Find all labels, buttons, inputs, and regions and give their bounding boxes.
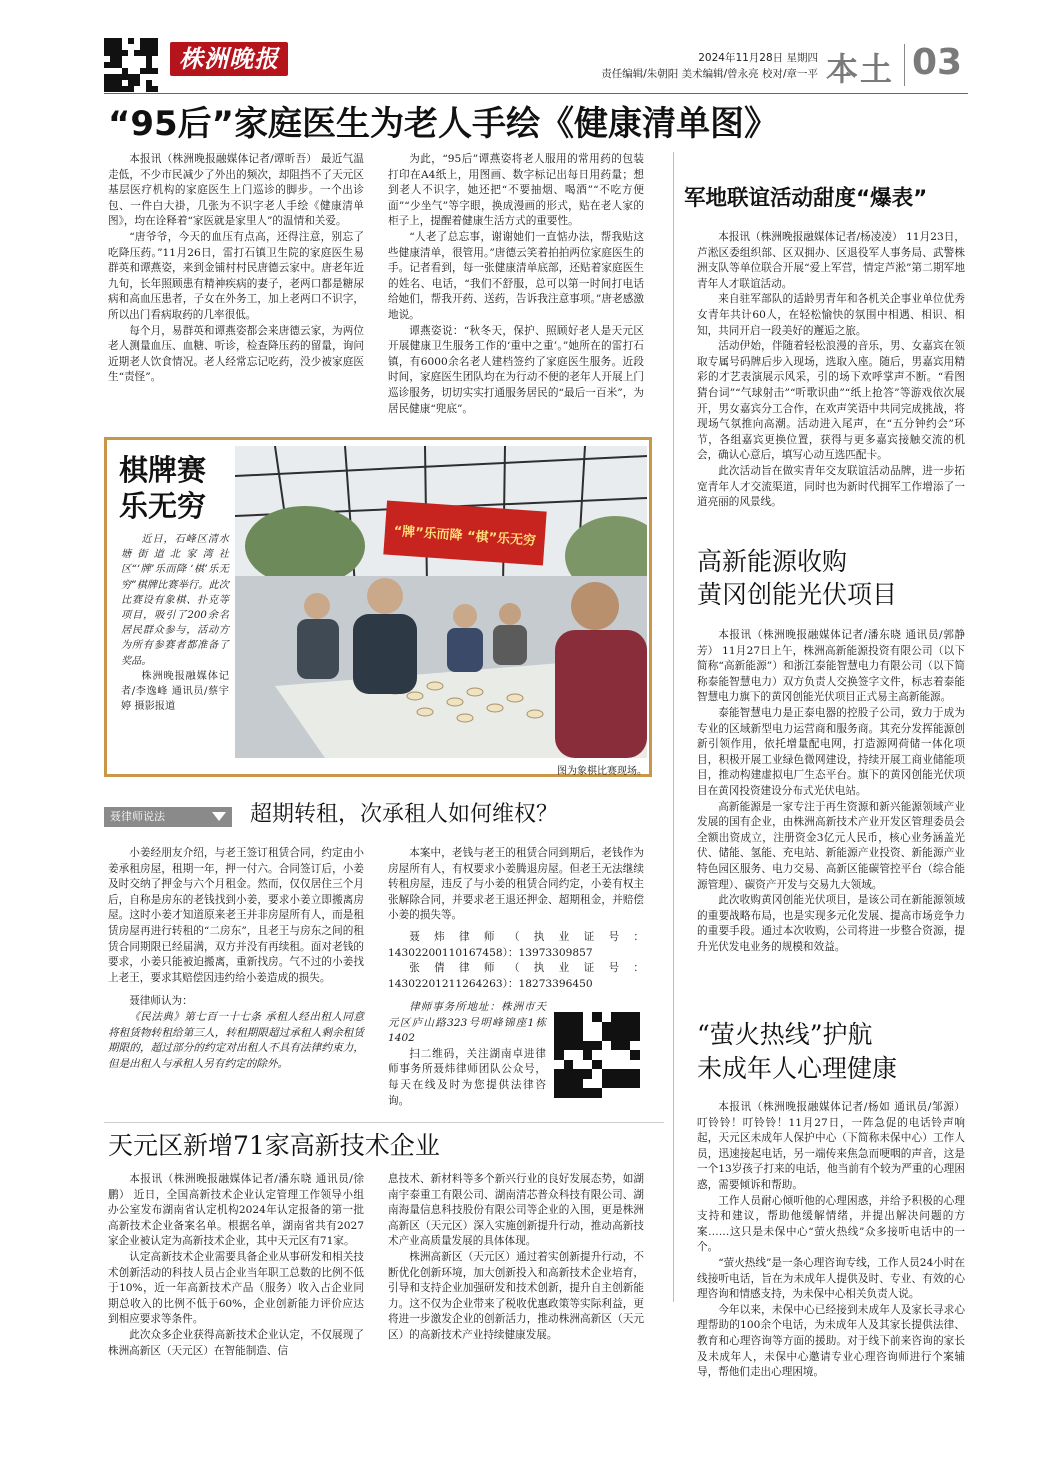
tech-col-right [388,1172,644,1344]
paragraph: 今年以来，未保中心已经接到未成年人及家长寻求心理帮助的100余个电话，为未成年人及其家长提供法律、教育和心理咨询等方面的援助。对于线下前来咨询的家长及未成年人，未保中心邀请专业心理咨询师进行个案辅导，帮他们走出心理困境。 [697,1303,965,1379]
hotline-headline-2: 未成年人心理健康 [697,1054,898,1083]
tech-top-rule [104,1122,664,1123]
paragraph: 高新能源是一家专注于再生资源和新兴能源领域产业发展的国有企业，由株洲高新技术产业开发区管理委员会全额出资成立，注册资金3亿元人民币，核心业务涵盖光伏、储能、氢能、充电站、新能源产业投资、新能源产业特色园区服务、电力交易、高新区能碳管控平台（综合能源管理）、碳资产开发与交易九大领域。 [697,800,965,891]
photo-story-headline-2: 乐无穷 [119,489,207,523]
lawyer-tag-label: 聂律师说法 [110,810,165,823]
lawyer-firm-info [388,1000,546,1109]
paragraph: 株洲高新区（天元区）通过着实创新提升行动，不断优化创新环境，加大创新投入和高新技术企业培育，引导和支持企业加强研发和技术创新，提升自主创新能力。这不仅为企业带来了税收优惠政策等实际利益，更将进一步激发企业的创新活力，推动株洲高新区（天元区）的高新技术产业持续健康发展。 [388,1250,644,1341]
lawyer-view-label: 聂律师认为： [129,995,193,1008]
photo-story-box [104,437,652,777]
column-divider [673,152,674,1302]
paragraph: 每个月，易群英和谭燕姿都会来唐德云家，为两位老人测量血压、血糖、听诊，检查降压药的留量，询问近期老人饮食情况。老人经常忘记吃药，没少被家庭医生“责怪”。 [108,324,364,384]
masthead-date: 2024年11月28日 星期四 [698,52,818,64]
law-quote: 《民法典》第七百一十七条 承租人经出租人同意将租赁物转租给第三人，转租期限超过承租人剩余租赁期限的，超过部分的约定对出租人不具有法律约束力，但是出租人与承租人另有约定的除外。 [108,1010,364,1070]
lawyer-contact-1: 聂炜律师（执业证号：14302200110167458）：13973309857 [388,930,644,959]
paragraph: 泰能智慧电力是正泰电器的控股子公司，致力于成为专业的区域新型电力运营商和服务商。其充分发挥能源创新引领作用，依托增量配电网，打造源网荷储一体化项目，积极开展工业绿色微网建设，持续开展工商业储能项目，推动构建虚拟电厂生态平台。旗下的黄冈创能光伏项目在黄冈投资建设分布式光伏电站。 [697,706,965,797]
lawyer-col-left [108,846,364,1072]
energy-article-body [697,628,965,955]
main-article-col1 [108,152,364,386]
energy-headline-2: 黄冈创能光伏项目 [697,580,898,609]
paragraph: 此次众多企业获得高新技术企业认定，不仅展现了株洲高新区（天元区）在智能制造、信 [108,1328,364,1357]
photo-caption-line: 图为象棋比赛现场。 [557,766,647,777]
paragraph: 本报讯（株洲晚报融媒体记者/潘东晓 通讯员/徐鹏） 近日，全国高新技术企业认定管理工作领导小组办公室发布湖南省认定机构2024年认定报备的第一批高新技术企业备案名单。根据名单，湖南省共有2027家企业被认定为高新技术企业，其中天元区有71家。 [108,1173,364,1248]
paragraph: 此次活动旨在做实青年交友联谊活动品牌，进一步拓宽青年人才交流渠道，同时也为新时代拥军工作增添了一道亮丽的风景线。 [697,464,965,509]
paragraph: 谭燕姿说：“秋冬天，保护、照顾好老人是天元区开展健康卫生服务工作的‘重中之重’。”她所在的雷打石镇，有6000余名老人建档签约了家庭医生服务。近段时间，家庭医生团队均在为行动不便的老年人开展上门巡诊服务，切切实实打通服务居民的“最后一百米”，为居民健康“兜底”。 [388,324,644,415]
tech-headline: 天元区新增71家高新技术企业 [108,1131,440,1160]
newspaper-logo [170,42,288,76]
masthead-rule [104,93,968,94]
main-headline: “95后”家庭医生为老人手绘《健康清单图》 [108,104,779,144]
lawyer-col-right [388,846,644,992]
energy-headline-1: 高新能源收购 [697,547,848,576]
paragraph: 认定高新技术企业需要具备企业从事研发和相关技术创新活动的科技人员占企业当年职工总数的比例不低于10%，近一年高新技术产品（服务）收入占企业同期总收入的比例不低于60%，企业创新能力评价应达到相应要求等条件。 [108,1250,364,1326]
page-number: 03 [912,42,963,83]
photo-story-headline-1: 棋牌赛 [119,453,207,487]
paragraph: 来自驻军部队的适龄男青年和各机关企事业单位优秀女青年共计60人，在轻松愉快的氛围中相遇、相识、相知，共同开启一段美好的邂逅之旅。 [697,293,965,337]
paragraph: 小姜经朋友介绍，与老王签订租赁合同，约定由小姜承租房屋，租期一年，押一付六。合同签订后，小姜及时交纳了押金与六个月租金。然而，仅仅居住三个月后，自称是房东的老钱找到小姜，要求小姜立即搬离房屋。这时小姜才知道原来老王并非房屋所有人，而是租赁房屋再进行转租的“二房东”，且老王与房东之间的租赁合同期限已经届满，双方并没有再续租。面对老钱的要求，小姜只能被迫搬离，重新找房。气不过的小姜找上老王，要求其赔偿因违约给小姜造成的损失。 [108,847,364,984]
paragraph: 本报讯（株洲晚报融媒体记者/杨如 通讯员/邹源） 叮铃铃！叮铃铃！11月27日，一阵急促的电话铃声响起，天元区未成年人保护中心（下简称未保中心）工作人员，迅速接起电话，另一端传来焦急而哽咽的声音，这是一个13岁孩子打来的电话，他当前有个较为严重的心理困惑，需要倾诉和帮助。 [697,1101,965,1191]
chess-match-photo [235,446,647,758]
lawyer-qr-code[interactable] [554,1012,640,1098]
lawyer-headline: 超期转租，次承租人如何维权？ [250,802,559,827]
masthead-editors: 责任编辑/朱朝阳 美术编辑/曾永亮 校对/章一平 [601,68,818,80]
paragraph: 工作人员耐心倾听他的心理困惑，并给予积极的心理支持和建议，帮助他缓解情绪，并提出解决问题的方案……这只是未保中心“萤火热线”众多接听电话中的一个。 [697,1194,965,1254]
photo-story-caption [121,532,229,714]
main-article-col2 [388,152,644,417]
photo-caption-text: 近日，石峰区清水塘街道北家湾社区“‘牌’乐而降 ‘棋’乐无穷”棋牌比赛举行。此次比赛设有象棋、扑克等项目，吸引了200余名居民群众参与，活动方为所有参赛者都准备了奖品。 [121,534,229,667]
masthead-divider [904,44,905,86]
masthead-qr-code [104,38,158,92]
paragraph: 本报讯（株洲晚报融媒体记者/杨凌凌） 11月23日，芦淞区委组织部、区双拥办、区退役军人事务局、武警株洲支队等单位联合开展“爱上军营，情定芦淞”第二期军地青年人才联谊活动。 [697,231,965,290]
lawyer-contact-2: 张倩律师（执业证号：14302201211264263）：18273396450 [388,962,644,990]
tag-arrow-icon [212,812,226,821]
photo-credit-text: 株洲晚报融媒体记者/李逸峰 通讯员/蔡宇婷 摄影报道 [121,670,229,713]
hotline-headline-1: “萤火热线”护航 [697,1020,873,1049]
paragraph: 本案中，老钱与老王的租赁合同到期后，老钱作为房屋所有人，有权要求小姜腾退房屋。但老王无法继续转租房屋，违反了与小姜的租赁合同约定，小姜有权主张解除合同，并要求老王退还押金、超期租金，并赔偿小姜的损失等。 [388,847,644,922]
paragraph: 息技术、新材料等多个新兴行业的良好发展态势，如湖南宇泰重工有限公司、湖南清芯普众科技有限公司、湖南海量信息科技股份有限公司等企业的入围，更是株洲高新区（天元区）深入实施创新提升行动，推动高新技术产业高质量发展的具体体现。 [388,1173,644,1248]
logo-text: 株洲晚报 [179,44,279,73]
qr-note: 扫二维码，关注湖南卓进律师事务所聂炜律师团队公众号，每天在线及时为您提供法律咨询。 [388,1047,546,1107]
paragraph: “人老了总忘事，谢谢她们一直惦办法，帮我贴这些健康清单，很管用。”唐德云笑着拍拍两位家庭医生的手。记者看到，每一张健康清单底部，还贴着家庭医生的姓名、电话，“我们不舒服，总可以第一时间打电话给她们，帮我开药、送药，告诉我注意事项。”唐老感激地说。 [388,230,644,321]
paragraph: 本报讯（株洲晚报融媒体记者/潘东晓 通讯员/郭静芳） 11月27日上午，株洲高新能源投资有限公司（以下简称“高新能源”）和浙江泰能智慧电力有限公司（以下简称泰能智慧电力）双方负责人交换签字文件，标志着泰能智慧电力旗下的黄冈创能光伏项目正式易主高新能源。 [697,629,965,704]
firm-address: 律师事务所地址：株洲市天元区庐山路323号明峰锦座1栋1402 [388,1001,546,1045]
tech-col-left [108,1172,364,1359]
chess-photo-illustration [235,446,647,758]
paragraph: “萤火热线”是一条心理咨询专线，工作人员24小时在线接听电话，旨在为未成年人提供及时、专业、有效的心理咨询和情感支持，为未保中心相关负责人说。 [697,1256,965,1301]
military-headline: 军地联谊活动甜度“爆表” [684,186,928,211]
paragraph: 为此，“95后”谭燕姿将老人服用的常用药的包装打印在A4纸上，用图画、数字标记出每日用药量；想到老人不识字，她还把“不要抽烟、喝酒”“不吃方便面”“少坐气”等字眼，换成漫画的形式，贴在老人家的柜子上，提醒着健康生活方式的重要性。 [388,153,644,228]
paragraph: 此次收购黄冈创能光伏项目，是该公司在新能源领域的重要战略布局，也是实现多元化发展、提高市场竞争力的重要手段。通过本次收购，公司将进一步整合资源，提升光伏发电业务的规模和效益。 [697,894,965,953]
section-name: 本土 [826,50,895,88]
paragraph: “唐爷爷，今天的血压有点高，还得注意，别忘了吃降压药。”11月26日，雷打石镇卫生院的家庭医生易群英和谭燕姿，来到金铺村村民唐德云家中。唐老年近九旬，长年照顾患有精神疾病的妻子，老两口都是糖尿病和高血压患者，子女在外务工，加上老两口不识字，所以出门看病取药的几率很低。 [108,230,364,321]
military-article-body [697,230,965,511]
paragraph: 活动伊始，伴随着轻松浪漫的音乐，男、女嘉宾在领取专属号码牌后步入现场，选取入座。随后，男嘉宾用精彩的才艺表演展示风采，引的场下欢呼掌声不断。“看图猜台词”“气球射击”“听歌识曲”“纸上抢答”等游戏依次展开，男女嘉宾分工合作，在欢声笑语中共同完成挑战，将现场气氛推向高潮。活动进入尾声，在“五分钟约会”环节，各组嘉宾更换位置，获得与更多嘉宾接触交流的机会，确认心意后，填写心动互选匹配卡。 [697,340,965,462]
paragraph: 本报讯（株洲晚报融媒体记者/谭昕吾） 最近气温走低，不少市民减少了外出的频次，却阻挡不了天元区基层医疗机构的家庭医生上门巡诊的脚步。一个出诊包、一件白大褂，几张为不识字老人手绘《健康清单图》，均在诠释着“家医就是家里人”的温情和关爱。 [108,153,364,228]
photo-banner-text: “牌”乐而降 “棋”乐无穷 [393,524,537,549]
hotline-article-body [697,1100,965,1381]
